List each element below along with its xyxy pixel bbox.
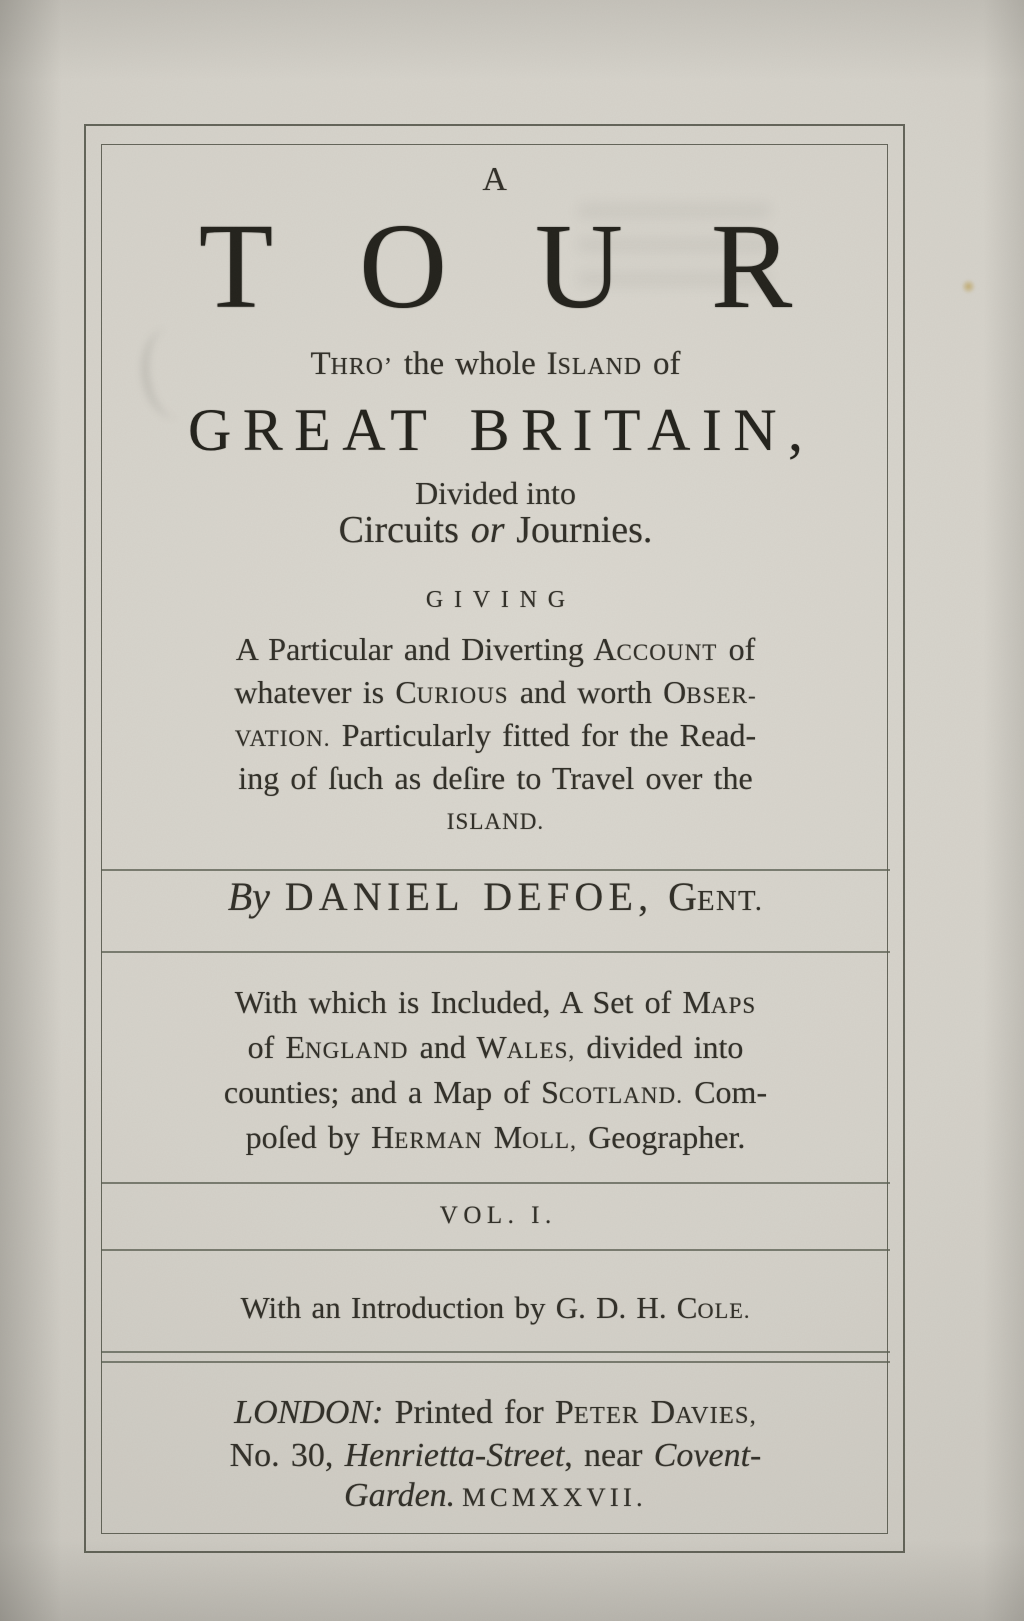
section-rule-below-volume: [101, 1249, 890, 1251]
text-segment: OLL,: [522, 1127, 577, 1153]
text-segment: OLE.: [697, 1298, 751, 1323]
text-segment: ALES,: [506, 1037, 576, 1063]
text-line: [101, 981, 890, 1026]
text-segment: Circuits: [338, 509, 471, 551]
text-segment: AVIES,: [675, 1402, 757, 1429]
text-segment: BSER-: [686, 682, 757, 708]
volume-number: VOL. I.: [439, 1202, 557, 1229]
text-segment: of: [717, 631, 756, 667]
text-segment: Henrietta-Street: [344, 1437, 565, 1474]
text-segment: poſed by H: [245, 1119, 395, 1155]
text-segment: Covent-: [653, 1437, 762, 1474]
text-segment: Journies.: [504, 509, 653, 551]
section-rule-above-byline: [101, 869, 890, 871]
text-line: [101, 1116, 890, 1161]
text-segment: By: [227, 874, 270, 919]
text-segment: ETER: [573, 1402, 640, 1429]
text-segment: Printed for P: [383, 1394, 574, 1431]
great-britain-title: GREAT BRITAIN,: [188, 397, 815, 463]
subtitle-line: [101, 348, 890, 381]
double-rule-above-imprint-top: [101, 1351, 890, 1353]
text-line: [101, 1026, 890, 1071]
text-line: [101, 715, 890, 758]
author-byline: [101, 874, 890, 919]
text-segment: CCOUNT: [616, 639, 718, 665]
text-segment: HRO’: [330, 354, 393, 380]
text-segment: SLAND: [557, 354, 643, 380]
text-segment: NGLAND: [305, 1037, 409, 1063]
section-rule-above-volume: [101, 1182, 890, 1184]
text-line: [101, 758, 890, 798]
double-rule-above-imprint-bottom: [101, 1361, 890, 1363]
text-line: [101, 629, 890, 672]
text-line: [101, 1393, 890, 1436]
text-segment: the whole I: [392, 346, 558, 382]
text-segment: counties; and a Map of S: [223, 1074, 559, 1110]
introduction-credit-line: [101, 1292, 890, 1323]
text-line: [101, 1071, 890, 1116]
circuits-or-journies-line: [101, 511, 890, 549]
main-title: TOUR: [198, 199, 881, 334]
text-segment: APS: [710, 992, 757, 1018]
text-segment: Com-: [683, 1074, 768, 1110]
text-segment: MCMXXVII.: [462, 1482, 647, 1512]
text-segment: [270, 874, 285, 919]
text-segment: With which is Included, A Set of M: [234, 984, 711, 1020]
text-segment: or: [470, 509, 505, 551]
text-segment: LONDON:: [234, 1394, 384, 1431]
text-segment: T: [310, 346, 331, 382]
text-segment: With an Introduction by G. D. H. C: [240, 1290, 698, 1325]
text-segment: A Particular and Diverting A: [235, 631, 617, 667]
text-line: [101, 1476, 890, 1517]
text-segment: whatever is C: [234, 674, 417, 710]
text-segment: ENT.: [697, 885, 764, 917]
text-line: [101, 798, 890, 841]
text-segment: and worth O: [508, 674, 687, 710]
text-segment: No. 30,: [229, 1437, 345, 1474]
maps-paragraph: [101, 981, 890, 1161]
text-segment: ISLAND.: [446, 808, 545, 834]
description-paragraph: [101, 629, 890, 841]
text-segment: VATION.: [234, 725, 331, 751]
text-segment: of: [642, 346, 681, 382]
text-segment: , near: [564, 1437, 654, 1474]
text-segment: COTLAND.: [558, 1082, 684, 1108]
text-segment: DANIEL DEFOE,: [284, 874, 654, 919]
text-segment: Geographer.: [576, 1119, 746, 1155]
half-title-letter: A: [482, 161, 509, 198]
foxing-spot: [962, 279, 975, 294]
divided-into-line: Divided into: [415, 475, 576, 511]
text-segment: URIOUS: [416, 682, 509, 708]
text-segment: Garden.: [344, 1477, 456, 1514]
text-segment: D: [639, 1394, 676, 1431]
text-line: [101, 1436, 890, 1476]
text-line: [101, 672, 890, 715]
text-segment: divided into: [575, 1029, 744, 1065]
text-segment: ERMAN: [394, 1127, 483, 1153]
text-segment: G: [653, 874, 698, 919]
text-segment: of E: [247, 1029, 305, 1065]
publisher-imprint: [101, 1393, 890, 1517]
text-segment: and W: [408, 1029, 507, 1065]
giving-heading: GIVING: [425, 587, 576, 613]
text-segment: ing of ſuch as deſire to Travel over the: [238, 760, 753, 796]
text-segment: Particularly fitted for the Read-: [330, 717, 757, 753]
section-rule-below-byline: [101, 951, 890, 953]
text-segment: M: [482, 1119, 523, 1155]
